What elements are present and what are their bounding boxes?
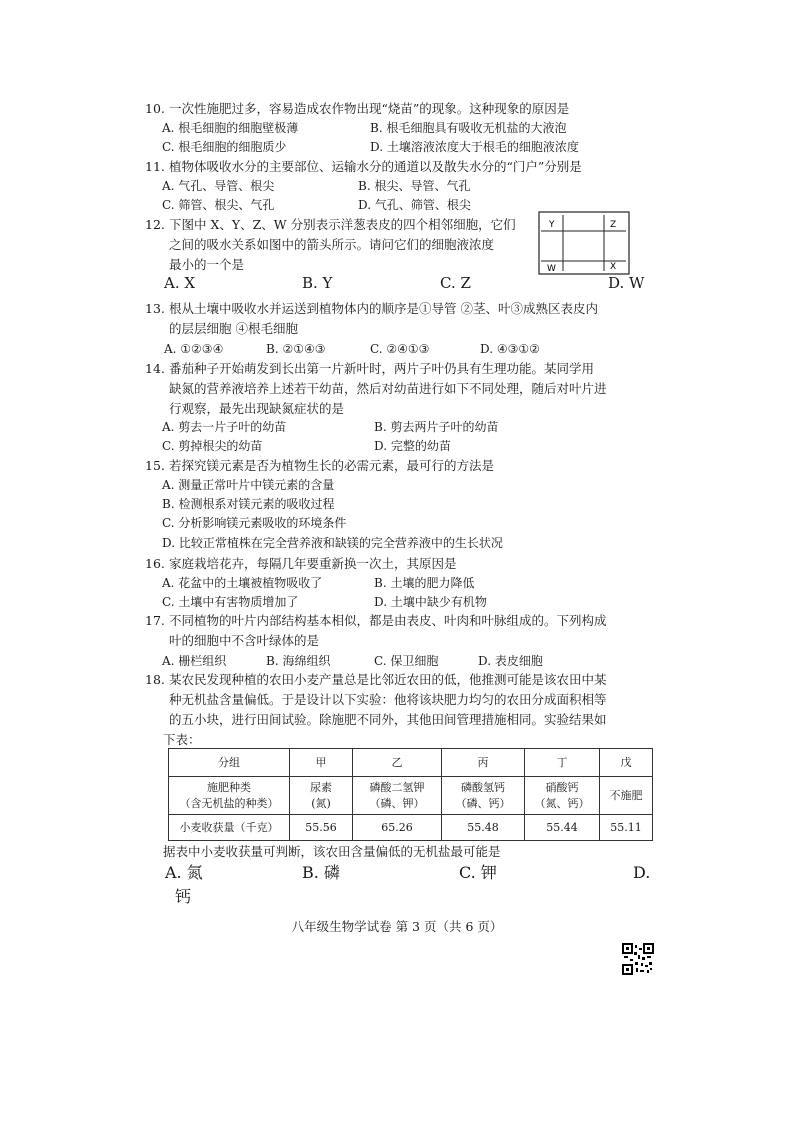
option-b: B. 海绵组织: [266, 654, 331, 668]
option-a: A. X: [164, 274, 196, 292]
option-d: D. 完整的幼苗: [374, 439, 451, 453]
option-b: B. 剪去两片子叶的幼苗: [374, 420, 499, 434]
option-a: A. 栅栏组织: [162, 654, 227, 668]
option-b: B. 根毛细胞具有吸收无机盐的大液泡: [370, 121, 567, 135]
table-row: [169, 749, 653, 777]
table-cell: 施肥种类 （含无机盐的种类）: [169, 777, 290, 815]
question-stem-line: 行观察，最先出现缺氮症状的是: [169, 401, 345, 416]
question-stem: 家庭栽培花卉，每隔几年要重新换一次土，其原因是: [169, 556, 457, 571]
results-table: [168, 748, 653, 841]
table-cell: 分组: [169, 749, 290, 777]
option-a: A. 氮: [165, 863, 203, 882]
label-z: Z: [610, 220, 617, 230]
question-stem: 某农民发现种植的农田小麦产量总是比邻近农田的低，他推测可能是该农田中某: [169, 672, 607, 687]
option-a: A. 剪去一片子叶的幼苗: [162, 420, 287, 434]
question-stem-line: 缺氮的营养液培养上述若干幼苗，然后对幼苗进行如下不同处理，随后对叶片进: [169, 381, 607, 396]
table-cell: 磷酸氢钙 （磷、钙）: [442, 777, 525, 815]
table-cell: 55.56: [290, 815, 353, 841]
question-stem-line: 下表：: [163, 732, 201, 747]
option-d: D. 土壤中缺少有机物: [374, 595, 487, 609]
option-c: C. 剪掉根尖的幼苗: [162, 439, 263, 453]
option-b: B. 磷: [302, 863, 340, 882]
table-cell: 丙: [442, 749, 525, 777]
option-c: C. 分析影响镁元素吸收的环境条件: [162, 516, 347, 530]
table-cell: 磷酸二氢钾 （磷、钾）: [353, 777, 442, 815]
page-footer: 八年级生物学试卷 第 3 页（共 6 页）: [291, 919, 503, 934]
question-number: 12.: [145, 217, 165, 232]
table-cell: 小麦收获量（千克）: [169, 815, 290, 841]
table-cell: 尿素 (氮): [290, 777, 353, 815]
question-number: 15.: [145, 458, 165, 473]
question-stem-line: 种无机盐含量偏低。于是设计以下实验：他将该块肥力均匀的农田分成面积相等: [169, 692, 607, 707]
label-y: Y: [549, 220, 555, 230]
option-b: B. 土壤的肥力降低: [374, 576, 475, 590]
table-cell: 55.44: [525, 815, 600, 841]
question-stem: 一次性施肥过多，容易造成农作物出现“烧苗”的现象。这种现象的原因是: [169, 101, 570, 116]
question-number: 16.: [145, 556, 165, 571]
table-cell: 65.26: [353, 815, 442, 841]
table-cell: 不施肥: [600, 777, 653, 815]
option-c: C. 土壤中有害物质增加了: [162, 595, 299, 609]
option-d: D. 表皮细胞: [478, 654, 543, 668]
question-number: 18.: [145, 672, 165, 687]
option-d: D. 气孔、筛管、根尖: [358, 198, 471, 212]
question-stem: 若探究镁元素是否为植物生长的必需元素，最可行的方法是: [169, 458, 495, 473]
option-d: D.: [633, 863, 651, 882]
question-stem: 下图中 X、Y、Z、W 分别表示洋葱表皮的四个相邻细胞，它们: [169, 217, 516, 232]
question-number: 11.: [145, 159, 165, 174]
option-c: C. Z: [440, 274, 471, 292]
question-stem: 根从土壤中吸收水并运送到植物体内的顺序是①导管 ②茎、叶③成熟区表皮内: [169, 301, 598, 316]
question-stem-line: 的五小块，进行田间试验。除施肥不同外，其他田间管理措施相同。实验结果如: [169, 712, 607, 727]
question-conclusion: 据表中小麦收获量可判断，该农田含量偏低的无机盐最可能是: [163, 844, 501, 859]
table-cell: 丁: [525, 749, 600, 777]
table-cell: 乙: [353, 749, 442, 777]
table-cell: 55.11: [600, 815, 653, 841]
question-stem: 不同植物的叶片内部结构基本相似，都是由表皮、叶肉和叶脉组成的。下列构成: [169, 613, 607, 628]
option-d-text: 钙: [175, 887, 192, 906]
option-c: C. 保卫细胞: [374, 654, 439, 668]
option-d: D. ④③①②: [480, 342, 540, 356]
question-number: 17.: [145, 613, 165, 628]
question-stem-line: 之间的吸水关系如图中的箭头所示。请问它们的细胞液浓度: [169, 237, 495, 252]
label-w: W: [547, 264, 556, 274]
question-stem-line: 最小的一个是: [169, 257, 245, 272]
question-number: 14.: [145, 361, 165, 376]
option-a: A. 根毛细胞的细胞壁极薄: [162, 121, 299, 135]
option-c: C. 钾: [459, 863, 497, 882]
table-row: [169, 815, 653, 841]
question-stem-line: 的层层细胞 ④根毛细胞: [169, 321, 298, 336]
option-b: B. 检测根系对镁元素的吸收过程: [162, 497, 335, 511]
qr-code-icon: [622, 943, 654, 975]
option-a: A. 气孔、导管、根尖: [162, 179, 275, 193]
question-stem-line: 叶的细胞中不含叶绿体的是: [169, 633, 320, 648]
option-b: B. Y: [302, 274, 333, 292]
table-row: [169, 777, 653, 815]
option-d: D. W: [608, 274, 645, 292]
option-d: D. 土壤溶液浓度大于根毛的细胞液浓度: [370, 140, 579, 154]
option-d: D. 比较正常植株在完全营养液和缺镁的完全营养液中的生长状况: [162, 536, 503, 550]
option-c: C. 根毛细胞的细胞质少: [162, 140, 287, 154]
question-stem: 番茄种子开始萌发到长出第一片新叶时，两片子叶仍具有生理功能。某同学用: [169, 361, 595, 376]
option-c: C. ②④①③: [370, 342, 430, 356]
option-b: B. 根尖、导管、气孔: [358, 179, 471, 193]
option-c: C. 筛管、根尖、气孔: [162, 198, 275, 212]
table-cell: 55.48: [442, 815, 525, 841]
question-number: 13.: [145, 301, 165, 316]
question-stem: 植物体吸收水分的主要部位、运输水分的通道以及散失水分的“门户”分别是: [169, 159, 582, 174]
option-a: A. ①②③④: [164, 342, 224, 356]
table-cell: 硝酸钙 （氮、钙）: [525, 777, 600, 815]
question-number: 10.: [145, 101, 165, 116]
cell-diagram: [538, 211, 630, 275]
table-cell: 戊: [600, 749, 653, 777]
option-b: B. ②①④③: [266, 342, 326, 356]
option-a: A. 花盆中的土壤被植物吸收了: [162, 576, 323, 590]
table-cell: 甲: [290, 749, 353, 777]
label-x: X: [610, 262, 617, 272]
option-a: A. 测量正常叶片中镁元素的含量: [162, 478, 335, 492]
